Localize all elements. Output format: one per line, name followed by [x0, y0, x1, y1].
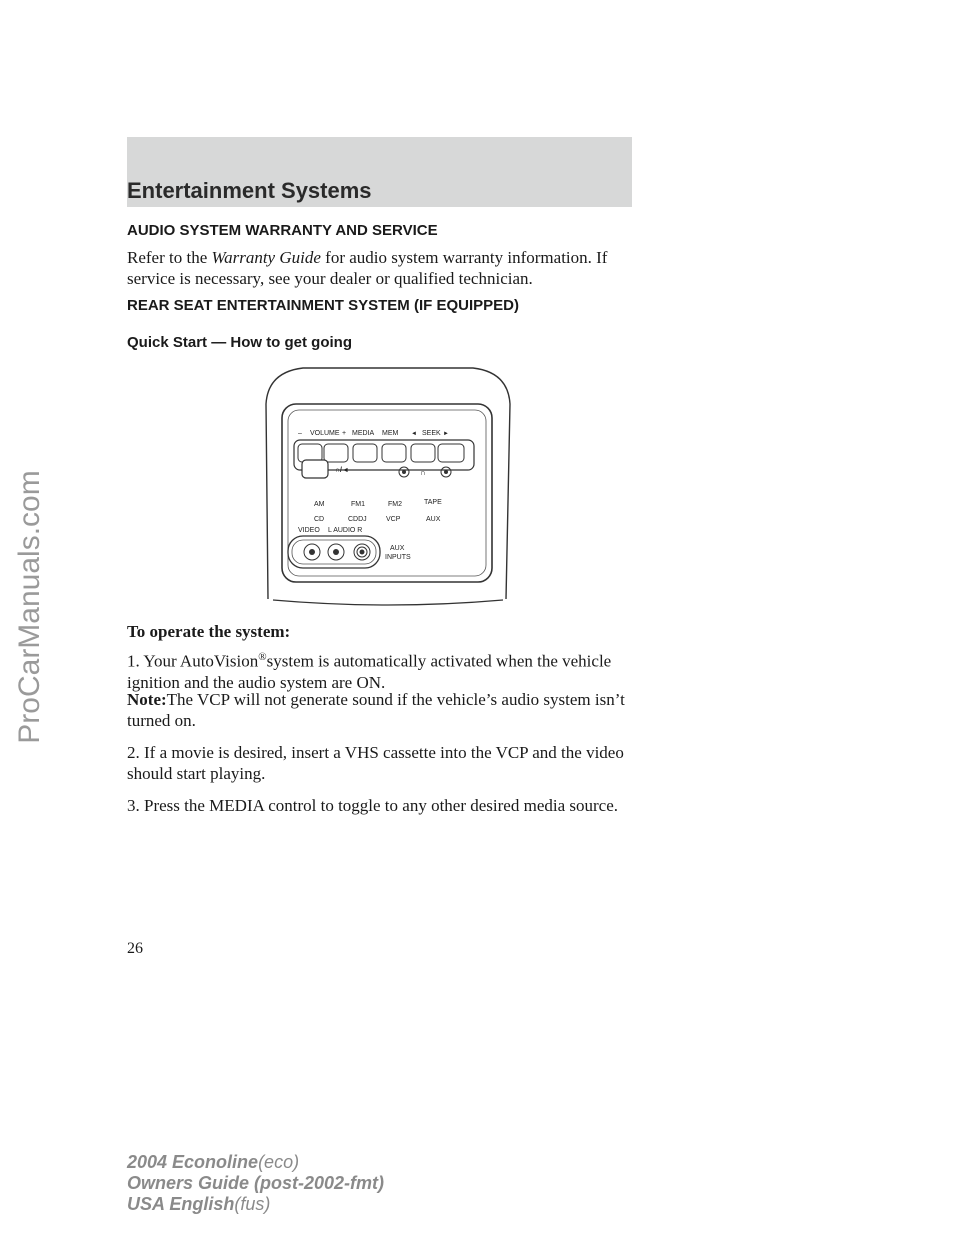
- am-label: AM: [314, 501, 325, 508]
- headphone-icon: ∩: [420, 468, 426, 477]
- note-label: Note:: [127, 690, 167, 709]
- mem-label: MEM: [382, 430, 399, 437]
- quick-start-heading: Quick Start — How to get going: [127, 334, 352, 351]
- step-2: 2. If a movie is desired, insert a VHS cassette into the VCP and the video should start playing.: [127, 743, 624, 783]
- aux-inputs-label-1: AUX: [390, 545, 405, 552]
- headphone-mute-label: ∩/◄: [335, 467, 349, 474]
- note: Note:The VCP will not generate sound if the vehicle’s audio system isn’t turned on.: [127, 690, 625, 730]
- aux-inputs-label-2: INPUTS: [385, 554, 411, 561]
- operate-heading: To operate the system:: [127, 622, 291, 641]
- fm1-label: FM1: [351, 501, 365, 508]
- volume-down-button: [298, 444, 322, 462]
- media-label: MEDIA: [352, 430, 375, 437]
- minus-label: –: [298, 430, 302, 437]
- warranty-guide-title: Warranty Guide: [211, 248, 321, 267]
- mem-button: [382, 444, 406, 462]
- footer: 2004 Econoline(eco) Owners Guide (post-2002-fmt) USA English(fus): [127, 1152, 385, 1214]
- rse-heading: REAR SEAT ENTERTAINMENT SYSTEM (IF EQUIPPED): [127, 297, 519, 314]
- seek-left-arrow: ◄: [411, 431, 417, 437]
- step-3: 3. Press the MEDIA control to toggle to any other desired media source.: [127, 796, 618, 815]
- volume-label: VOLUME: [310, 430, 340, 437]
- seek-forward-button: [438, 444, 464, 462]
- fm2-label: FM2: [388, 501, 402, 508]
- vcp-label: VCP: [386, 516, 401, 523]
- cddj-label: CDDJ: [348, 516, 367, 523]
- seek-label: SEEK: [422, 430, 441, 437]
- seek-back-button: [411, 444, 435, 462]
- page-number: 26: [127, 940, 143, 957]
- warranty-paragraph: Refer to the Warranty Guide for audio system warranty information. If service is necessary, see your dealer or qualified technician.: [127, 248, 608, 288]
- headphone-mute-button: [302, 460, 328, 478]
- volume-up-button: [324, 444, 348, 462]
- cd-label: CD: [314, 516, 325, 523]
- watermark: ProCarManuals.com: [13, 470, 46, 744]
- warranty-heading: AUDIO SYSTEM WARRANTY AND SERVICE: [127, 222, 438, 239]
- rse-control-panel-illustration: [258, 364, 518, 612]
- video-label: VIDEO: [298, 527, 320, 534]
- seek-right-arrow: ►: [443, 431, 449, 437]
- l-audio-r-label: L AUDIO R: [328, 527, 363, 534]
- step-1: 1. Your AutoVision®system is automatically activated when the vehicle ignition and the audio system are ON.: [127, 651, 612, 692]
- plus-label: +: [342, 430, 347, 437]
- tape-label: TAPE: [424, 499, 442, 506]
- aux-label: AUX: [426, 516, 441, 523]
- page-title: Entertainment Systems: [127, 178, 372, 203]
- media-button: [353, 444, 377, 462]
